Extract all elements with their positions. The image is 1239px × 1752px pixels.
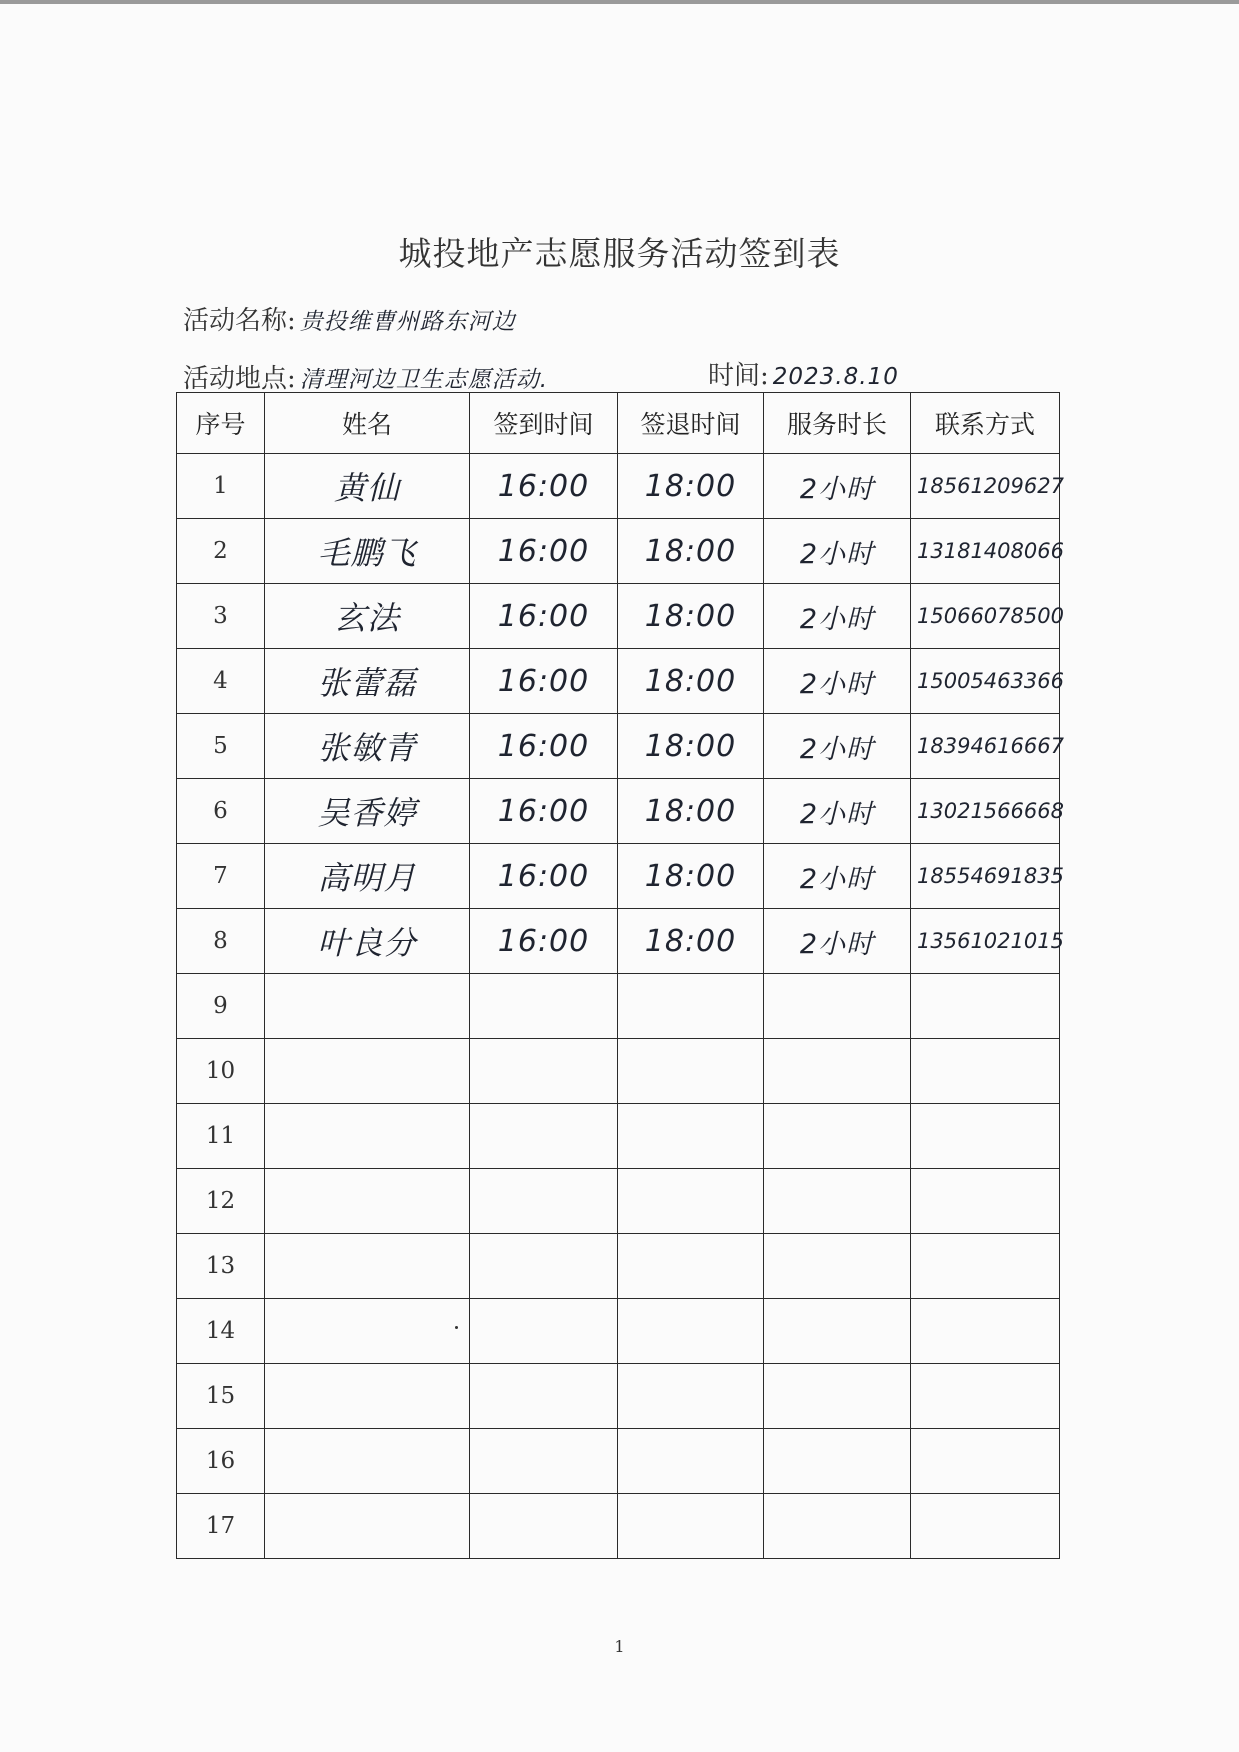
row-name: 叶良分	[265, 909, 470, 974]
row-name	[265, 1104, 470, 1169]
row-checkout: 18:00	[618, 519, 764, 584]
row-phone: 13021566668	[911, 779, 1060, 844]
row-name	[265, 1364, 470, 1429]
activity-name-label: 活动名称:	[183, 306, 296, 336]
row-checkout: 18:00	[618, 584, 764, 649]
header-checkin: 签到时间	[470, 393, 618, 454]
row-checkin: 16:00	[470, 714, 618, 779]
row-duration: 2小时	[764, 779, 911, 844]
row-no: 2	[177, 519, 265, 584]
row-no: 1	[177, 454, 265, 519]
row-checkin: 16:00	[470, 454, 618, 519]
table-row	[177, 1234, 1060, 1299]
table-header-row	[177, 393, 1060, 454]
row-checkout: 18:00	[618, 454, 764, 519]
row-checkin	[470, 974, 618, 1039]
table-row	[177, 1364, 1060, 1429]
row-duration	[764, 1494, 911, 1559]
row-checkout	[618, 1039, 764, 1104]
row-phone: 13561021015	[911, 909, 1060, 974]
row-checkin	[470, 1169, 618, 1234]
row-no: 16	[177, 1429, 265, 1494]
table-row	[177, 1299, 1060, 1364]
row-checkin	[470, 1299, 618, 1364]
row-no: 11	[177, 1104, 265, 1169]
table-row	[177, 649, 1060, 714]
row-checkout	[618, 1104, 764, 1169]
row-duration: 2小时	[764, 714, 911, 779]
row-checkout	[618, 1169, 764, 1234]
table-row	[177, 714, 1060, 779]
row-no: 3	[177, 584, 265, 649]
activity-name-value: 贵投维曹州路东河边	[299, 309, 516, 335]
row-phone	[911, 1494, 1060, 1559]
row-duration: 2小时	[764, 584, 911, 649]
row-duration	[764, 1364, 911, 1429]
row-phone: 15005463366	[911, 649, 1060, 714]
scan-top-edge	[0, 0, 1239, 4]
row-checkin: 16:00	[470, 584, 618, 649]
row-phone: 18394616667	[911, 714, 1060, 779]
row-name	[265, 1299, 470, 1364]
page-number: 1	[614, 1637, 625, 1656]
row-checkin	[470, 1494, 618, 1559]
row-no: 4	[177, 649, 265, 714]
row-name: 张蕾磊	[265, 649, 470, 714]
table-row	[177, 1494, 1060, 1559]
row-checkout: 18:00	[618, 844, 764, 909]
row-duration: 2小时	[764, 519, 911, 584]
row-checkin: 16:00	[470, 649, 618, 714]
row-name: 张敏青	[265, 714, 470, 779]
row-name: 毛鹏飞	[265, 519, 470, 584]
row-checkin: 16:00	[470, 909, 618, 974]
row-checkout: 18:00	[618, 779, 764, 844]
row-no: 9	[177, 974, 265, 1039]
row-checkout	[618, 1429, 764, 1494]
row-checkout: 18:00	[618, 909, 764, 974]
row-no: 12	[177, 1169, 265, 1234]
row-no: 13	[177, 1234, 265, 1299]
row-name	[265, 974, 470, 1039]
row-no: 17	[177, 1494, 265, 1559]
row-checkin: 16:00	[470, 519, 618, 584]
row-no: 8	[177, 909, 265, 974]
row-duration	[764, 1299, 911, 1364]
row-checkin	[470, 1039, 618, 1104]
row-duration: 2小时	[764, 909, 911, 974]
row-phone	[911, 1299, 1060, 1364]
row-checkout	[618, 1494, 764, 1559]
row-no: 6	[177, 779, 265, 844]
time-value: 2023.8.10	[772, 364, 899, 390]
header-checkout: 签退时间	[618, 393, 764, 454]
row-phone	[911, 1039, 1060, 1104]
time-label: 时间:	[708, 361, 769, 391]
activity-place-value: 清理河边卫生志愿活动.	[299, 367, 549, 393]
row-name	[265, 1039, 470, 1104]
row-checkin	[470, 1234, 618, 1299]
row-duration	[764, 1169, 911, 1234]
row-no: 10	[177, 1039, 265, 1104]
row-duration	[764, 1429, 911, 1494]
row-no: 5	[177, 714, 265, 779]
document-title: 城投地产志愿服务活动签到表	[398, 234, 841, 273]
activity-place-field	[183, 358, 548, 395]
row-phone	[911, 1104, 1060, 1169]
row-checkout	[618, 1234, 764, 1299]
row-checkin: 16:00	[470, 779, 618, 844]
row-duration: 2小时	[764, 844, 911, 909]
header-no: 序号	[177, 393, 265, 454]
row-name	[265, 1234, 470, 1299]
row-no: 15	[177, 1364, 265, 1429]
row-checkout	[618, 974, 764, 1039]
table-row	[177, 519, 1060, 584]
table-row	[177, 1169, 1060, 1234]
table-row	[177, 779, 1060, 844]
header-name: 姓名	[265, 393, 470, 454]
row-no: 7	[177, 844, 265, 909]
header-duration: 服务时长	[764, 393, 911, 454]
row-checkin	[470, 1429, 618, 1494]
header-contact: 联系方式	[911, 393, 1060, 454]
row-name: 玄法	[265, 584, 470, 649]
row-no: 14	[177, 1299, 265, 1364]
row-phone	[911, 1429, 1060, 1494]
time-field	[708, 355, 899, 392]
row-duration: 2小时	[764, 454, 911, 519]
row-phone	[911, 1234, 1060, 1299]
row-phone: 15066078500	[911, 584, 1060, 649]
scan-speck	[455, 1326, 458, 1329]
row-checkout	[618, 1299, 764, 1364]
activity-name-field	[183, 300, 516, 337]
row-checkin: 16:00	[470, 844, 618, 909]
row-checkin	[470, 1364, 618, 1429]
row-checkout: 18:00	[618, 714, 764, 779]
table-row	[177, 454, 1060, 519]
row-duration	[764, 1234, 911, 1299]
row-phone: 18554691835	[911, 844, 1060, 909]
table-row	[177, 584, 1060, 649]
row-checkout: 18:00	[618, 649, 764, 714]
row-name	[265, 1169, 470, 1234]
row-checkout	[618, 1364, 764, 1429]
row-name	[265, 1429, 470, 1494]
table-row	[177, 909, 1060, 974]
row-duration	[764, 974, 911, 1039]
table-row	[177, 974, 1060, 1039]
row-phone	[911, 1169, 1060, 1234]
row-name: 黄仙	[265, 454, 470, 519]
table-row	[177, 1104, 1060, 1169]
row-phone	[911, 974, 1060, 1039]
row-duration: 2小时	[764, 649, 911, 714]
row-phone: 18561209627	[911, 454, 1060, 519]
row-duration	[764, 1039, 911, 1104]
activity-place-label: 活动地点:	[183, 364, 296, 394]
signin-table	[176, 392, 1064, 1559]
row-name: 高明月	[265, 844, 470, 909]
row-name	[265, 1494, 470, 1559]
row-name: 吴香婷	[265, 779, 470, 844]
row-duration	[764, 1104, 911, 1169]
table-row	[177, 844, 1060, 909]
row-phone	[911, 1364, 1060, 1429]
row-checkin	[470, 1104, 618, 1169]
row-phone: 13181408066	[911, 519, 1060, 584]
table-row	[177, 1429, 1060, 1494]
table-row	[177, 1039, 1060, 1104]
